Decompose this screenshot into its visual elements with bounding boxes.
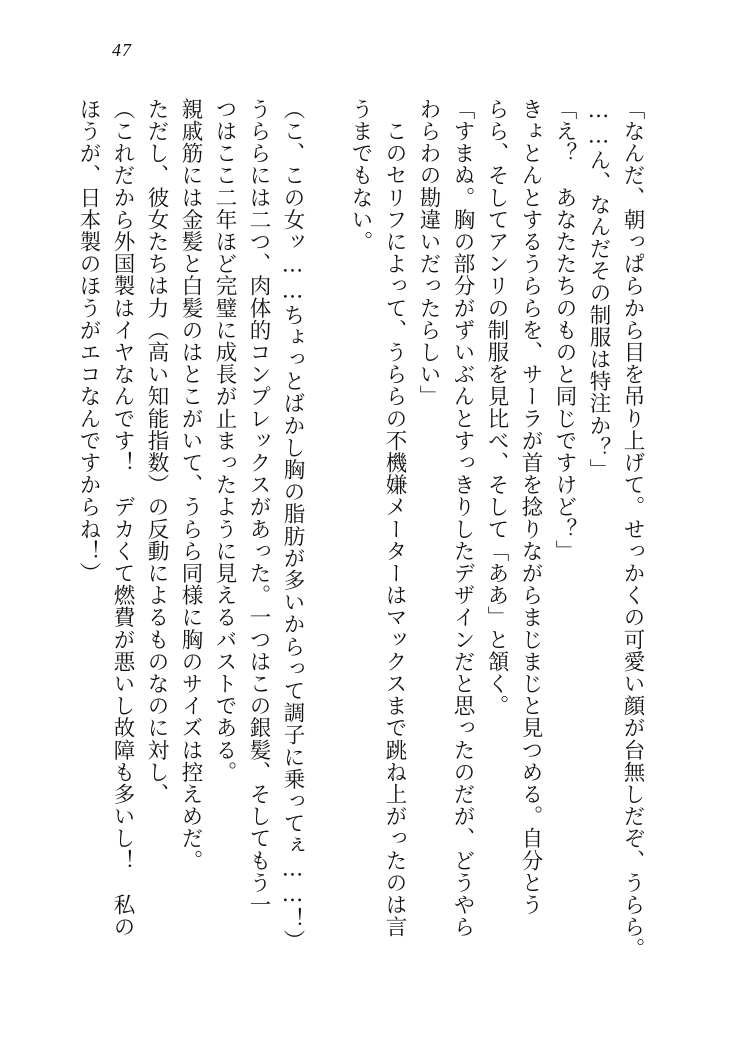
text-line: うまでもない。 [348,98,373,253]
text-line: ただし、彼女たちは力（高い知能指数）の反動によるものなのに対し、 [144,98,169,806]
text-line: （こ、この女ッ……ちょっとばかし胸の脂肪が多いからって調子に乗ってぇ……！） [280,98,305,952]
text-line: うららには二つ、肉体的コンプレックスがあった。一つはこの銀髪、そしてもう一 [246,98,271,916]
text-line: （これだから外国製はイヤなんです！ デカくて燃費が悪いし故障も多いし！ 私の [110,98,135,938]
text-line [311,98,341,998]
page-number: 47 [112,40,132,60]
text-line: わらわの勘違いだったらしい」 [416,98,441,408]
text-line: 「え？ あなたたちのものと同じですけど？」 [552,98,577,563]
text-line: きょとんとするうららを、サーラが首を捻りながらまじまじと見つめる。自分とう [518,98,543,916]
text-line: 「なんだ、朝っぱらから目を吊り上げて。せっかくの可愛い顔が台無しだぞ、うらら。 [620,98,645,960]
text-line: らら、そしてアンリの制服を見比べ、そして「ああ」と頷く。 [484,98,509,717]
text-line: つはここ二年ほど完璧に成長が止まったように見えるバストである。 [212,98,237,784]
text-line: 親戚筋には金髪と白髪のはとこがいて、うらら同様に胸のサイズは控えめだ。 [178,98,203,872]
text-line: このセリフによって、うららの不機嫌メーターはマックスまで跳ね上がったのは言 [382,98,407,938]
text-line: ……ん、なんだその制服は特注か？」 [586,98,611,481]
text-line: ほうが、日本製のほうがエコなんですからね！） [76,98,101,585]
text-line: 「すまぬ。胸の部分がずいぶんとすっきりしたデザインだと思ったのだが、どうやら [450,98,475,938]
